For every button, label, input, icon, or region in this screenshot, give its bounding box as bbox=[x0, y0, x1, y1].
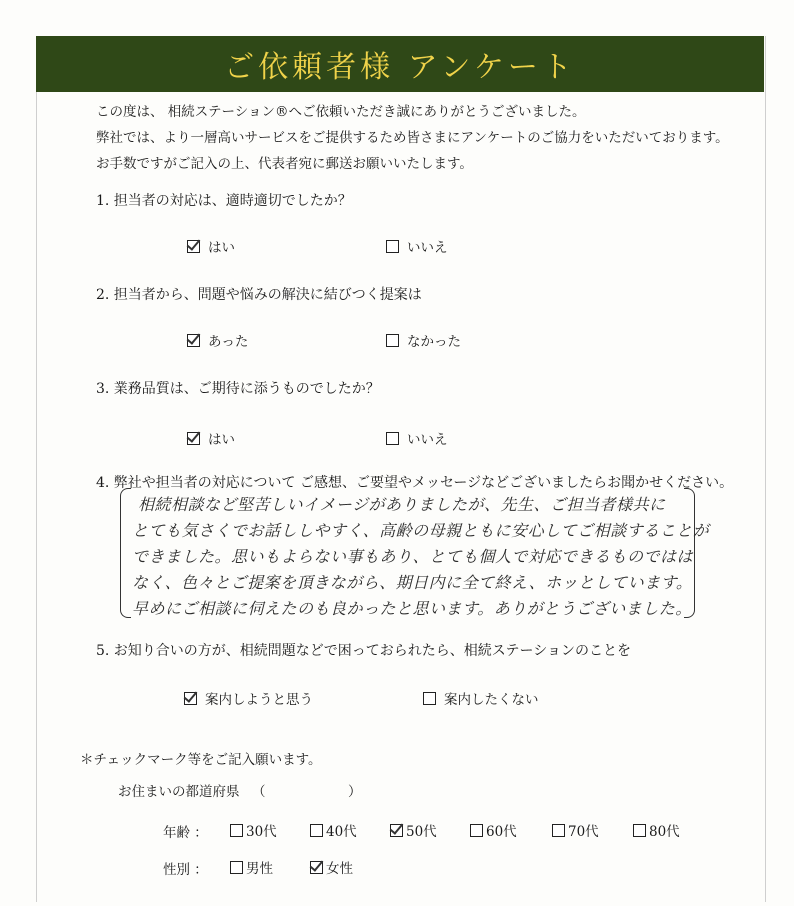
checkbox[interactable] bbox=[230, 861, 243, 874]
option-label: 60代 bbox=[486, 824, 517, 840]
checkbox[interactable] bbox=[633, 824, 646, 837]
checkbox-checked[interactable] bbox=[310, 861, 323, 874]
gender-option-female[interactable] bbox=[310, 857, 353, 877]
age-option-70[interactable] bbox=[552, 820, 599, 840]
option-label: 男性 bbox=[246, 861, 273, 877]
prefecture-label: お住まいの都道府県 bbox=[118, 784, 240, 800]
question-1: 1. 担当者の対応は、適時適切でしたか？ bbox=[96, 193, 352, 209]
q5-option-no[interactable] bbox=[423, 688, 539, 708]
page-title: ご依頼者様 アンケート bbox=[224, 50, 576, 85]
comment-box[interactable] bbox=[120, 482, 710, 624]
comment-line-5: 早めにご相談に伺えたのも良かったと思います。ありがとうございました。 bbox=[132, 599, 692, 618]
option-label: いいえ bbox=[407, 240, 448, 256]
option-label: はい bbox=[208, 432, 235, 448]
q2-option-yes[interactable] bbox=[187, 330, 248, 350]
option-label: 80代 bbox=[649, 824, 680, 840]
checkbox[interactable] bbox=[230, 824, 243, 837]
age-option-40[interactable] bbox=[310, 820, 357, 840]
question-3: 3. 業務品質は、ご期待に添うものでしたか？ bbox=[96, 381, 380, 397]
option-label: 女性 bbox=[326, 861, 353, 877]
comment-line-4: なく、色々とご提案を頂きながら、期日内に全て終え、ホッとしています。 bbox=[132, 573, 693, 592]
option-label: いいえ bbox=[407, 432, 448, 448]
gender-option-male[interactable] bbox=[230, 857, 273, 877]
option-label: 30代 bbox=[246, 824, 277, 840]
checkmark-note: ＊チェックマーク等をご記入願います。 bbox=[80, 752, 322, 768]
prefecture-open: （ bbox=[252, 784, 266, 800]
option-label: はい bbox=[208, 240, 235, 256]
option-label: 案内したくない bbox=[444, 692, 539, 708]
age-option-80[interactable] bbox=[633, 820, 680, 840]
age-option-30[interactable] bbox=[230, 820, 277, 840]
q3-option-yes[interactable] bbox=[187, 428, 235, 448]
comment-line-1: 相続相談など堅苦しいイメージがありましたが、先生、ご担当者様共に bbox=[138, 495, 666, 514]
intro-line-1: この度は、 相続ステーション®へご依頼いただき誠にありがとうございました。 bbox=[96, 104, 586, 120]
checkbox[interactable] bbox=[386, 240, 399, 253]
question-4: 4. 弊社や担当者の対応について ご感想、ご要望やメッセージなどございましたらお聞かせください。 bbox=[96, 475, 734, 491]
checkbox-checked[interactable] bbox=[184, 692, 197, 705]
age-option-60[interactable] bbox=[470, 820, 517, 840]
checkbox-checked[interactable] bbox=[187, 432, 200, 445]
comment-line-2: とても気さくでお話ししやすく、高齢の母親ともに安心してご相談することが bbox=[132, 521, 710, 540]
intro-line-2: 弊社では、より一層高いサービスをご提供するため皆さまにアンケートのご協力をいただいております。 bbox=[96, 130, 729, 146]
q3-option-no[interactable] bbox=[386, 428, 448, 448]
checkbox[interactable] bbox=[386, 334, 399, 347]
checkbox[interactable] bbox=[423, 692, 436, 705]
option-label: あった bbox=[208, 334, 249, 350]
age-option-50[interactable] bbox=[390, 820, 437, 840]
question-2: 2. 担当者から、問題や悩みの解決に結びつく提案は bbox=[96, 287, 422, 303]
option-label: 40代 bbox=[326, 824, 357, 840]
gender-label: 性別 ： bbox=[163, 862, 208, 878]
comment-line-3: できました。思いもよらない事もあり、とても個人で対応できるものではは bbox=[132, 547, 694, 566]
title-banner bbox=[36, 36, 764, 92]
option-label: 50代 bbox=[406, 824, 437, 840]
q1-option-yes[interactable] bbox=[187, 236, 235, 256]
age-label: 年齢 ： bbox=[163, 825, 208, 841]
checkbox[interactable] bbox=[470, 824, 483, 837]
checkbox-checked[interactable] bbox=[187, 334, 200, 347]
bracket-left bbox=[120, 488, 131, 618]
question-5: 5. お知り合いの方が、相続問題などで困っておられたら、相続ステーションのことを bbox=[96, 643, 631, 659]
checkbox[interactable] bbox=[310, 824, 323, 837]
checkbox-checked[interactable] bbox=[390, 824, 403, 837]
intro-line-3: お手数ですがご記入の上、代表者宛に郵送お願いいたします。 bbox=[96, 156, 473, 172]
q2-option-no[interactable] bbox=[386, 330, 461, 350]
q5-option-yes[interactable] bbox=[184, 688, 313, 708]
option-label: 案内しようと思う bbox=[205, 692, 313, 708]
prefecture-close: ） bbox=[348, 784, 362, 800]
checkbox[interactable] bbox=[386, 432, 399, 445]
q1-option-no[interactable] bbox=[386, 236, 448, 256]
option-label: なかった bbox=[407, 334, 461, 350]
checkbox-checked[interactable] bbox=[187, 240, 200, 253]
option-label: 70代 bbox=[568, 824, 599, 840]
checkbox[interactable] bbox=[552, 824, 565, 837]
